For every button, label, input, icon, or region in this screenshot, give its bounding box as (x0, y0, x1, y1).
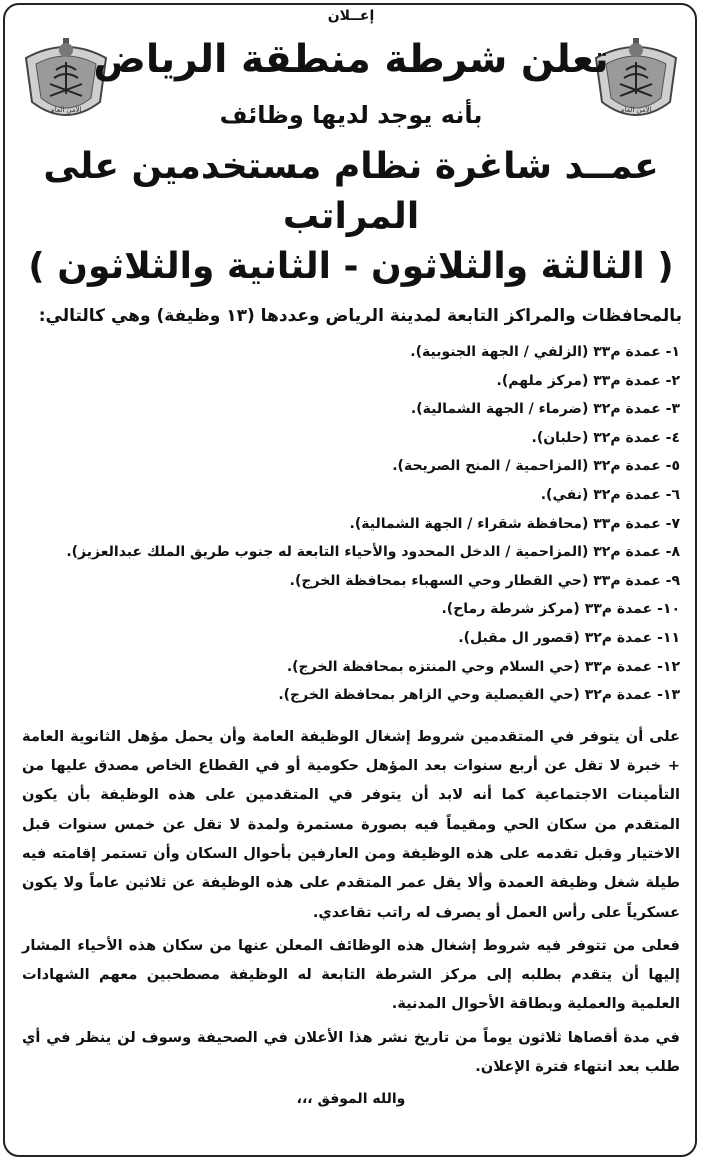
job-item: ٢- عمدة م٣٣ (مركز ملهم). (496, 372, 680, 389)
job-item: ٧- عمدة م٣٣ (محافظة شقراء / الجهة الشمالية). (349, 515, 680, 532)
job-item: ٦- عمدة م٣٢ (نفي). (540, 486, 680, 503)
emblem-caption-right: الأمن العام (620, 106, 652, 114)
job-item: ١١- عمدة م٣٢ (قصور ال مقبل). (458, 629, 680, 646)
announcement-subtitle: بأنه يوجد لديها وظائف (219, 101, 483, 129)
job-item: ١- عمدة م٣٣ (الزلفي / الجهة الجنوبية). (410, 344, 680, 360)
application-paragraph: فعلى من تتوفر فيه شروط إشغال هذه الوظائف المعلن عنها من سكان هذه الأحياء المشار إليها أن يتقدم بطلبه إلى مركز الشرطة التابعة له الوظيفة مصطحبين معهم الشهادات العلمية والعملية وبطاقة الأحوال المدنية. (22, 936, 680, 1013)
closing-text: والله الموفق ،،، (296, 1091, 406, 1108)
jobs-lead: بالمحافظات والمراكز التابعة لمدينة الرياض وعددها (١٣ وظيفة) وهي كالتالي: (38, 306, 682, 326)
position-title: عمــد شاغرة نظام مستخدمين على المراتب (43, 146, 659, 237)
job-item: ١٠- عمدة م٣٣ (مركز شرطة رماح). (441, 601, 680, 618)
position-ranks: ( الثالثة والثلاثون - الثانية والثلاثون ) (28, 246, 674, 287)
jobs-list (16, 338, 686, 710)
job-item: ٣- عمدة م٣٢ (ضرماء / الجهة الشمالية). (410, 401, 680, 418)
job-item: ٨- عمدة م٣٢ (المزاحمية / الدخل المحدود والأحياء التابعة له جنوب طريق الملك عبدالعزيز). (66, 544, 680, 561)
job-item: ٤- عمدة م٣٢ (حلبان). (531, 429, 680, 446)
job-item: ٩- عمدة م٣٣ (حي القطار وحي السهباء بمحافظة الخرج). (289, 572, 680, 589)
announcement-label: إعــلان (327, 8, 375, 24)
announcement-title: تعلن شرطة منطقة الرياض (93, 37, 609, 82)
job-item: ٥- عمدة م٣٢ (المزاحمية / المنح الصريحة). (392, 458, 680, 475)
job-item: ١٢- عمدة م٣٣ (حي السلام وحي المنتزه بمحافظة الخرج). (286, 658, 680, 675)
emblem-caption-left: الأمن العام (50, 106, 82, 114)
requirements-paragraph: على أن يتوفر في المتقدمين شروط إشغال الوظيفة العامة وأن يحمل مؤهل الثانوية العامة + خبرة لا تقل عن أربع سنوات بعد المؤهل حكومية أو في القطاع الخاص مصدق عليها من التأمينات الاجتماعية كما أنه لابد أن يتوفر في المتقدمين على هذه الوظيفة بأن يكون المتقدم من سكان الحي ومقيماً فيه بصورة مستمرة ولمدة لا تقل عن خمس سنوات قبل الاختيار وقبل تقدمه على هذه الوظيفة ومن العارفين بأحوال السكان وأن تستمر إقامته فيه طيلة شغل وظيفة العمدة وألا يقل عمر المتقدم على هذه الوظيفة عن ثلاثين عاماً ولا يكون عسكرياً على رأس العمل أو يصرف له راتب تقاعدي. (22, 727, 680, 921)
job-item: ١٣- عمدة م٣٢ (حي الفيصلية وحي الزاهر بمحافظة الخرج). (278, 687, 680, 704)
announcement-content (16, 0, 686, 1107)
deadline-paragraph: في مدة أقصاها ثلاثون يوماً من تاريخ نشر هذا الأعلان في الصحيفة وسوف لن ينظر في أي طلب بعد انتهاء فترة الإعلان. (22, 1028, 680, 1075)
